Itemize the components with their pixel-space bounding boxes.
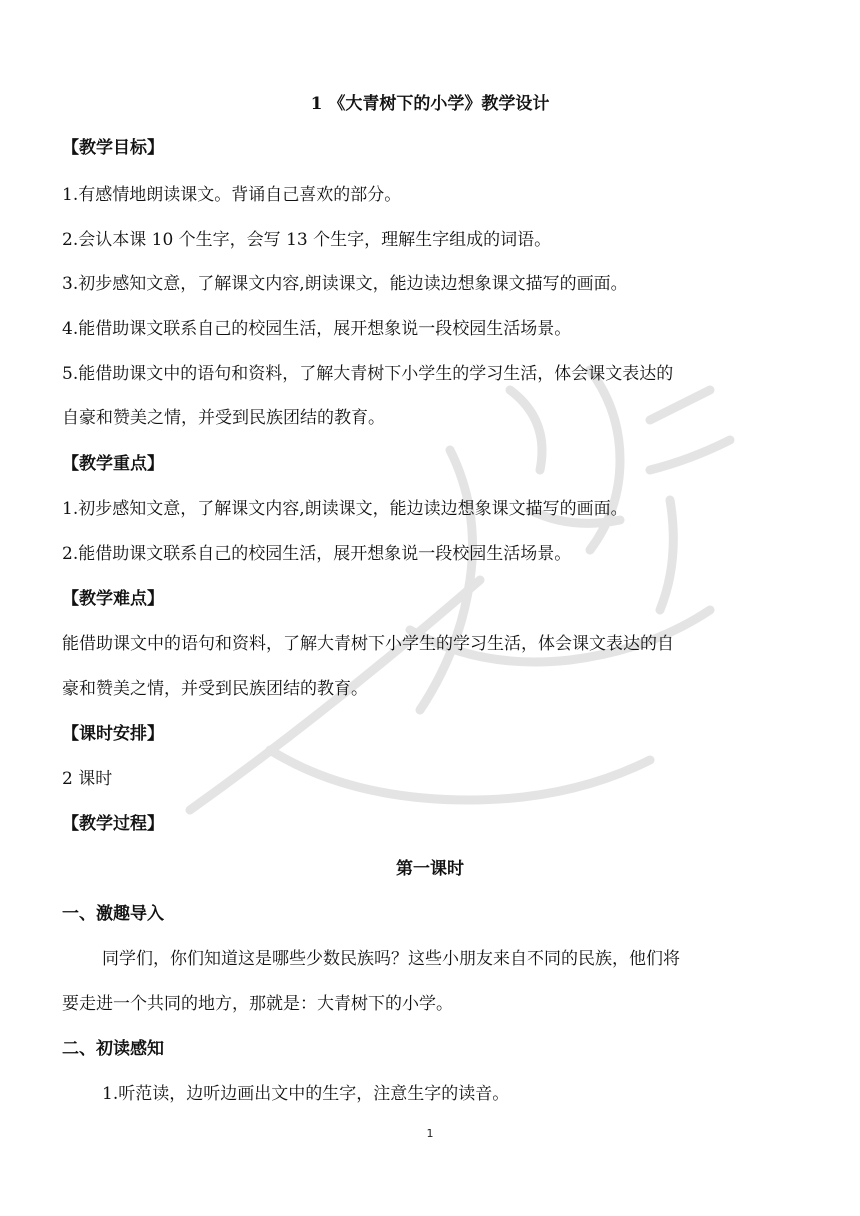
difficulty-text-continued: 豪和赞美之情，并受到民族团结的教育。 — [62, 679, 368, 699]
document-title: 1 《大青树下的小学》教学设计 — [310, 94, 550, 114]
lesson-title: 第一课时 — [396, 859, 464, 879]
section-heading-difficulty: 【教学难点】 — [62, 589, 164, 609]
section-heading-schedule: 【课时安排】 — [62, 724, 164, 744]
schedule-text: 2 课时 — [62, 769, 113, 789]
goal-item: 2.会认本课 10 个生字，会写 13 个生字，理解生字组成的词语。 — [62, 230, 552, 250]
key-point-item: 2.能借助课文联系自己的校园生活，展开想象说一段校园生活场景。 — [62, 544, 572, 564]
part-heading-intro: 一、激趣导入 — [62, 904, 164, 924]
key-point-item: 1.初步感知文意，了解课文内容,朗读课文，能边读边想象课文描写的画面。 — [62, 499, 628, 519]
section-heading-key-points: 【教学重点】 — [62, 454, 164, 474]
goal-item-continued: 自豪和赞美之情，并受到民族团结的教育。 — [62, 408, 385, 428]
goal-item: 4.能借助课文联系自己的校园生活，展开想象说一段校园生活场景。 — [62, 319, 572, 339]
first-reading-step: 1.听范读，边听边画出文中的生字，注意生字的读音。 — [102, 1084, 510, 1104]
goal-item: 1.有感情地朗读课文。背诵自己喜欢的部分。 — [62, 185, 402, 205]
section-heading-goals: 【教学目标】 — [62, 138, 164, 158]
difficulty-text: 能借助课文中的语句和资料，了解大青树下小学生的学习生活，体会课文表达的自 — [62, 634, 674, 654]
page-number: 1 — [426, 1127, 434, 1140]
goal-item: 5.能借助课文中的语句和资料，了解大青树下小学生的学习生活，体会课文表达的 — [62, 364, 674, 384]
intro-paragraph-continued: 要走进一个共同的地方，那就是：大青树下的小学。 — [62, 994, 453, 1014]
section-heading-process: 【教学过程】 — [62, 814, 164, 834]
goal-item: 3.初步感知文意，了解课文内容,朗读课文，能边读边想象课文描写的画面。 — [62, 274, 628, 294]
intro-paragraph: 同学们，你们知道这是哪些少数民族吗？这些小朋友来自不同的民族，他们将 — [102, 949, 680, 969]
part-heading-first-reading: 二、初读感知 — [62, 1039, 164, 1059]
